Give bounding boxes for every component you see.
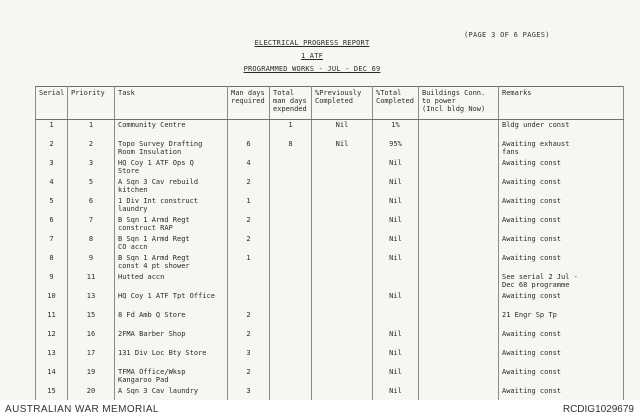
cell-total-man-days [270, 348, 312, 367]
cell-serial: 15 [36, 386, 68, 406]
cell-remarks: Awaiting const [499, 348, 624, 367]
cell-task: Topo Survey Drafting Room Insulation [115, 139, 228, 158]
cell-task: TFMA Office/Wksp Kangaroo Pad [115, 367, 228, 386]
cell-remarks: Awaiting const [499, 196, 624, 215]
cell-man-days-required: 3 [228, 386, 270, 406]
table-row [36, 177, 624, 196]
cell-task: 1 Div Int construct laundry [115, 196, 228, 215]
cell-total-man-days [270, 234, 312, 253]
cell-remarks: Awaiting const [499, 386, 624, 406]
cell-task: B Sqn 1 Armd Regt const 4 pt shower [115, 253, 228, 272]
cell-total-completed: Nil [373, 215, 419, 234]
cell-man-days-required [228, 272, 270, 291]
cell-remarks: Awaiting const [499, 234, 624, 253]
cell-priority: 11 [68, 272, 115, 291]
cell-previously-completed [312, 291, 373, 310]
cell-serial: 7 [36, 234, 68, 253]
title-line-2: 1 ATF [300, 52, 324, 60]
header-man-days-required: Man days required [228, 87, 270, 120]
cell-serial: 5 [36, 196, 68, 215]
cell-total-completed: Nil [373, 234, 419, 253]
cell-task: A Sqn 3 Cav rebuild kitchen [115, 177, 228, 196]
cell-remarks: Awaiting const [499, 291, 624, 310]
cell-remarks: Awaiting const [499, 158, 624, 177]
cell-buildings-conn [419, 234, 499, 253]
cell-priority: 16 [68, 329, 115, 348]
cell-serial: 3 [36, 158, 68, 177]
cell-total-man-days [270, 291, 312, 310]
cell-man-days-required: 2 [228, 215, 270, 234]
cell-total-completed: Nil [373, 177, 419, 196]
cell-buildings-conn [419, 196, 499, 215]
cell-buildings-conn [419, 120, 499, 140]
cell-previously-completed [312, 348, 373, 367]
cell-buildings-conn [419, 215, 499, 234]
cell-priority: 13 [68, 291, 115, 310]
cell-total-man-days [270, 215, 312, 234]
cell-serial: 6 [36, 215, 68, 234]
cell-previously-completed [312, 367, 373, 386]
cell-task: A Sqn 3 Cav laundry [115, 386, 228, 406]
cell-total-man-days [270, 177, 312, 196]
cell-man-days-required: 3 [228, 348, 270, 367]
table-row [36, 348, 624, 367]
cell-task: HQ Coy 1 ATF Tpt Office [115, 291, 228, 310]
cell-man-days-required: 2 [228, 177, 270, 196]
header-priority: Priority [68, 87, 115, 120]
cell-buildings-conn [419, 253, 499, 272]
cell-buildings-conn [419, 177, 499, 196]
header-total-completed: %Total Completed [373, 87, 419, 120]
cell-task: Hutted accn [115, 272, 228, 291]
cell-previously-completed [312, 177, 373, 196]
title-line-3: PROGRAMMED WORKS - JUL - DEC 69 [243, 65, 381, 73]
page-indicator: (PAGE 3 OF 6 PAGES) [464, 31, 550, 39]
cell-priority: 15 [68, 310, 115, 329]
cell-buildings-conn [419, 329, 499, 348]
header-remarks: Remarks [499, 87, 624, 120]
cell-total-completed [373, 272, 419, 291]
cell-man-days-required: 1 [228, 196, 270, 215]
table-row [36, 120, 624, 140]
cell-buildings-conn [419, 158, 499, 177]
header-task: Task [115, 87, 228, 120]
cell-total-completed: Nil [373, 329, 419, 348]
cell-serial: 11 [36, 310, 68, 329]
cell-serial: 12 [36, 329, 68, 348]
cell-total-completed: Nil [373, 291, 419, 310]
cell-task: B Sqn 1 Armd Regt construct RAP [115, 215, 228, 234]
cell-remarks: Awaiting exhaust fans [499, 139, 624, 158]
cell-priority: 17 [68, 348, 115, 367]
cell-serial: 9 [36, 272, 68, 291]
cell-priority: 19 [68, 367, 115, 386]
cell-total-man-days [270, 272, 312, 291]
table-row [36, 310, 624, 329]
cell-remarks: 21 Engr Sp Tp [499, 310, 624, 329]
cell-remarks: Awaiting const [499, 329, 624, 348]
cell-task: 8 Fd Amb Q Store [115, 310, 228, 329]
cell-total-completed: Nil [373, 348, 419, 367]
cell-total-completed: 1% [373, 120, 419, 140]
cell-man-days-required: 6 [228, 139, 270, 158]
cell-task: 2FMA Barber Shop [115, 329, 228, 348]
table-row [36, 367, 624, 386]
table-row [36, 158, 624, 177]
cell-priority: 20 [68, 386, 115, 406]
cell-buildings-conn [419, 310, 499, 329]
cell-total-man-days [270, 310, 312, 329]
cell-previously-completed [312, 310, 373, 329]
cell-total-completed: Nil [373, 253, 419, 272]
cell-man-days-required: 2 [228, 329, 270, 348]
cell-priority: 8 [68, 234, 115, 253]
cell-remarks: Awaiting const [499, 215, 624, 234]
cell-priority: 5 [68, 177, 115, 196]
cell-buildings-conn [419, 348, 499, 367]
title-line-1: ELECTRICAL PROGRESS REPORT [254, 39, 370, 47]
table-row [36, 329, 624, 348]
cell-total-man-days: 8 [270, 139, 312, 158]
cell-total-completed: Nil [373, 158, 419, 177]
table-row [36, 272, 624, 291]
cell-remarks: Awaiting const [499, 367, 624, 386]
cell-priority: 1 [68, 120, 115, 140]
cell-priority: 7 [68, 215, 115, 234]
cell-man-days-required: 2 [228, 310, 270, 329]
cell-previously-completed: Nil [312, 139, 373, 158]
cell-total-completed: Nil [373, 386, 419, 406]
table-row [36, 291, 624, 310]
cell-total-completed: Nil [373, 367, 419, 386]
cell-previously-completed [312, 272, 373, 291]
cell-serial: 13 [36, 348, 68, 367]
cell-buildings-conn [419, 139, 499, 158]
table-row [36, 215, 624, 234]
table-row [36, 196, 624, 215]
cell-previously-completed [312, 329, 373, 348]
header-previously-completed: %Previously Completed [312, 87, 373, 120]
footer-source: AUSTRALIAN WAR MEMORIAL [5, 404, 159, 415]
cell-man-days-required: 4 [228, 158, 270, 177]
cell-total-completed [373, 310, 419, 329]
cell-total-man-days [270, 367, 312, 386]
cell-serial: 4 [36, 177, 68, 196]
cell-remarks: Bldg under const [499, 120, 624, 140]
cell-total-man-days: 1 [270, 120, 312, 140]
cell-buildings-conn [419, 367, 499, 386]
table-row [36, 234, 624, 253]
cell-task: HQ Coy 1 ATF Ops Q Store [115, 158, 228, 177]
cell-total-man-days [270, 253, 312, 272]
cell-man-days-required: 2 [228, 367, 270, 386]
table-row [36, 139, 624, 158]
cell-priority: 9 [68, 253, 115, 272]
table-header-row [36, 87, 624, 120]
cell-previously-completed: Nil [312, 120, 373, 140]
cell-priority: 3 [68, 158, 115, 177]
cell-serial: 14 [36, 367, 68, 386]
footer-id: RCDIG1029679 [562, 404, 634, 415]
cell-remarks: Awaiting const [499, 253, 624, 272]
cell-priority: 2 [68, 139, 115, 158]
cell-man-days-required: 2 [228, 234, 270, 253]
table-row [36, 253, 624, 272]
cell-total-completed: 95% [373, 139, 419, 158]
cell-previously-completed [312, 215, 373, 234]
cell-total-completed: Nil [373, 196, 419, 215]
cell-buildings-conn [419, 272, 499, 291]
cell-total-man-days [270, 196, 312, 215]
cell-serial: 1 [36, 120, 68, 140]
report-title [200, 37, 424, 76]
progress-table [35, 86, 624, 406]
cell-serial: 8 [36, 253, 68, 272]
cell-previously-completed [312, 253, 373, 272]
header-buildings-conn: Buildings Conn. to power (Incl bldg Now) [419, 87, 499, 120]
cell-priority: 6 [68, 196, 115, 215]
cell-previously-completed [312, 234, 373, 253]
cell-man-days-required [228, 120, 270, 140]
cell-task: 131 Div Loc Bty Store [115, 348, 228, 367]
archive-footer [0, 400, 640, 418]
cell-previously-completed [312, 158, 373, 177]
cell-total-man-days [270, 158, 312, 177]
cell-previously-completed [312, 196, 373, 215]
header-total-man-days: Total man days expended [270, 87, 312, 120]
cell-total-man-days [270, 329, 312, 348]
cell-man-days-required: 1 [228, 253, 270, 272]
cell-task: B Sqn 1 Armd Regt CO accn [115, 234, 228, 253]
cell-remarks: Awaiting const [499, 177, 624, 196]
cell-remarks: See serial 2 Jul - Dec 68 programme [499, 272, 624, 291]
cell-serial: 10 [36, 291, 68, 310]
header-serial: Serial [36, 87, 68, 120]
cell-man-days-required [228, 291, 270, 310]
cell-buildings-conn [419, 291, 499, 310]
cell-task: Community Centre [115, 120, 228, 140]
cell-serial: 2 [36, 139, 68, 158]
